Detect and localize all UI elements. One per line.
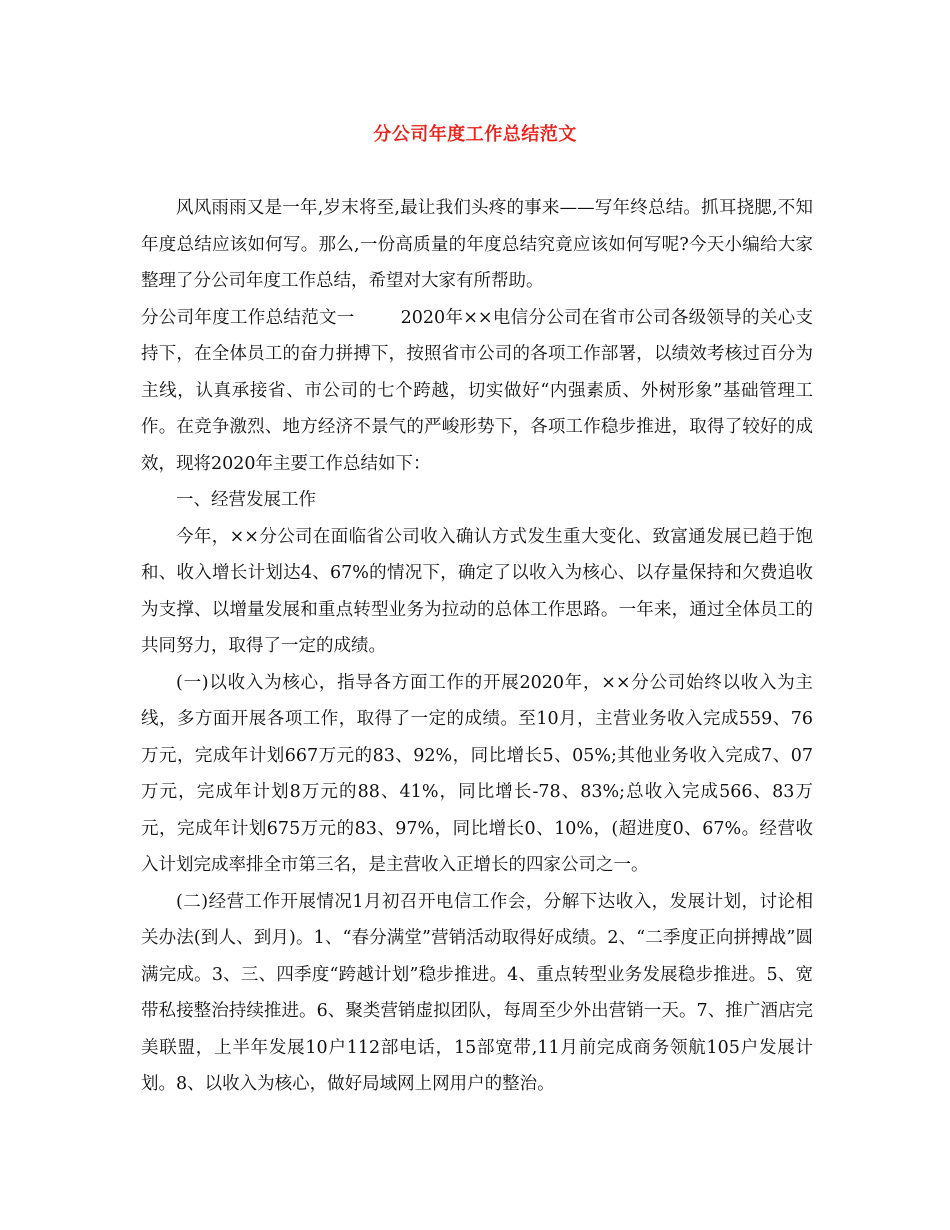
paragraph-revenue: (一)以收入为核心，指导各方面工作的开展2020年，××分公司始终以收入为主线，多方面开展各项工作，取得了一定的成绩。至10月，主营业务收入完成559、76万元，完成年计划667万元的83、92%，同比增长5、05%;其他业务收入完成7、07万元，完成年计划8万元的88、41%，同比增长-78、83%;总收入完成566、83万元，完成年计划675万元的83、97%，同比增长0、10%，(超进度0、67%。经营收入计划完成率排全市第三名，是主营收入正增长的四家公司之一。 [141, 672, 813, 875]
section-label: 分公司年度工作总结范文一 [141, 307, 355, 328]
section-text: 2020年××电信分公司在省市公司各级领导的关心支持下，在全体员工的奋力拼搏下，按照省市公司的各项工作部署，以绩效考核过百分为主线，认真承接省、市公司的七个跨越，切实做好“内强素质、外树形象”基础管理工作。在竞争激烈、地方经济不景气的严峻形势下，各项工作稳步推进，取得了较好的成效，现将2020年主要工作总结如下： [141, 307, 813, 474]
document-body [141, 190, 813, 1103]
paragraph-operations: (二)经营工作开展情况1月初召开电信工作会，分解下达收入，发展计划，讨论相关办法(到人、到月)。1、“春分满堂”营销活动取得好成绩。2、“二季度正向拼搏战”圆满完成。3、三、四季度“跨越计划”稳步推进。4、重点转型业务发展稳步推进。5、宽带私接整治持续推进。6、聚类营销虚拟团队，每周至少外出营销一天。7、推广酒店完美联盟，上半年发展10户112部电话，15部宽带,11月前完成商务领航105户发展计划。8、以收入为核心，做好局域网上网用户的整治。 [141, 891, 813, 1094]
document-title: 分公司年度工作总结范文 [373, 124, 577, 145]
section-paragraph [141, 300, 813, 483]
heading-business-development: 一、经营发展工作 [176, 490, 316, 510]
intro-paragraph: 风风雨雨又是一年,岁末将至,最让我们头疼的事来——写年终总结。抓耳挠腮,不知年度总结应该如何写。那么,一份高质量的年度总结究竟应该如何写呢?今天小编给大家整理了分公司年度工作总结，希望对大家有所帮助。 [141, 198, 813, 291]
paragraph-overview: 今年，××分公司在面临省公司收入确认方式发生重大变化、致富通发展已趋于饱和、收入增长计划达4、67%的情况下，确定了以收入为核心、以存量保持和欠费追收为支撑、以增量发展和重点转型业务为拉动的总体工作思路。一年来，通过全体员工的共同努力，取得了一定的成绩。 [141, 526, 813, 656]
